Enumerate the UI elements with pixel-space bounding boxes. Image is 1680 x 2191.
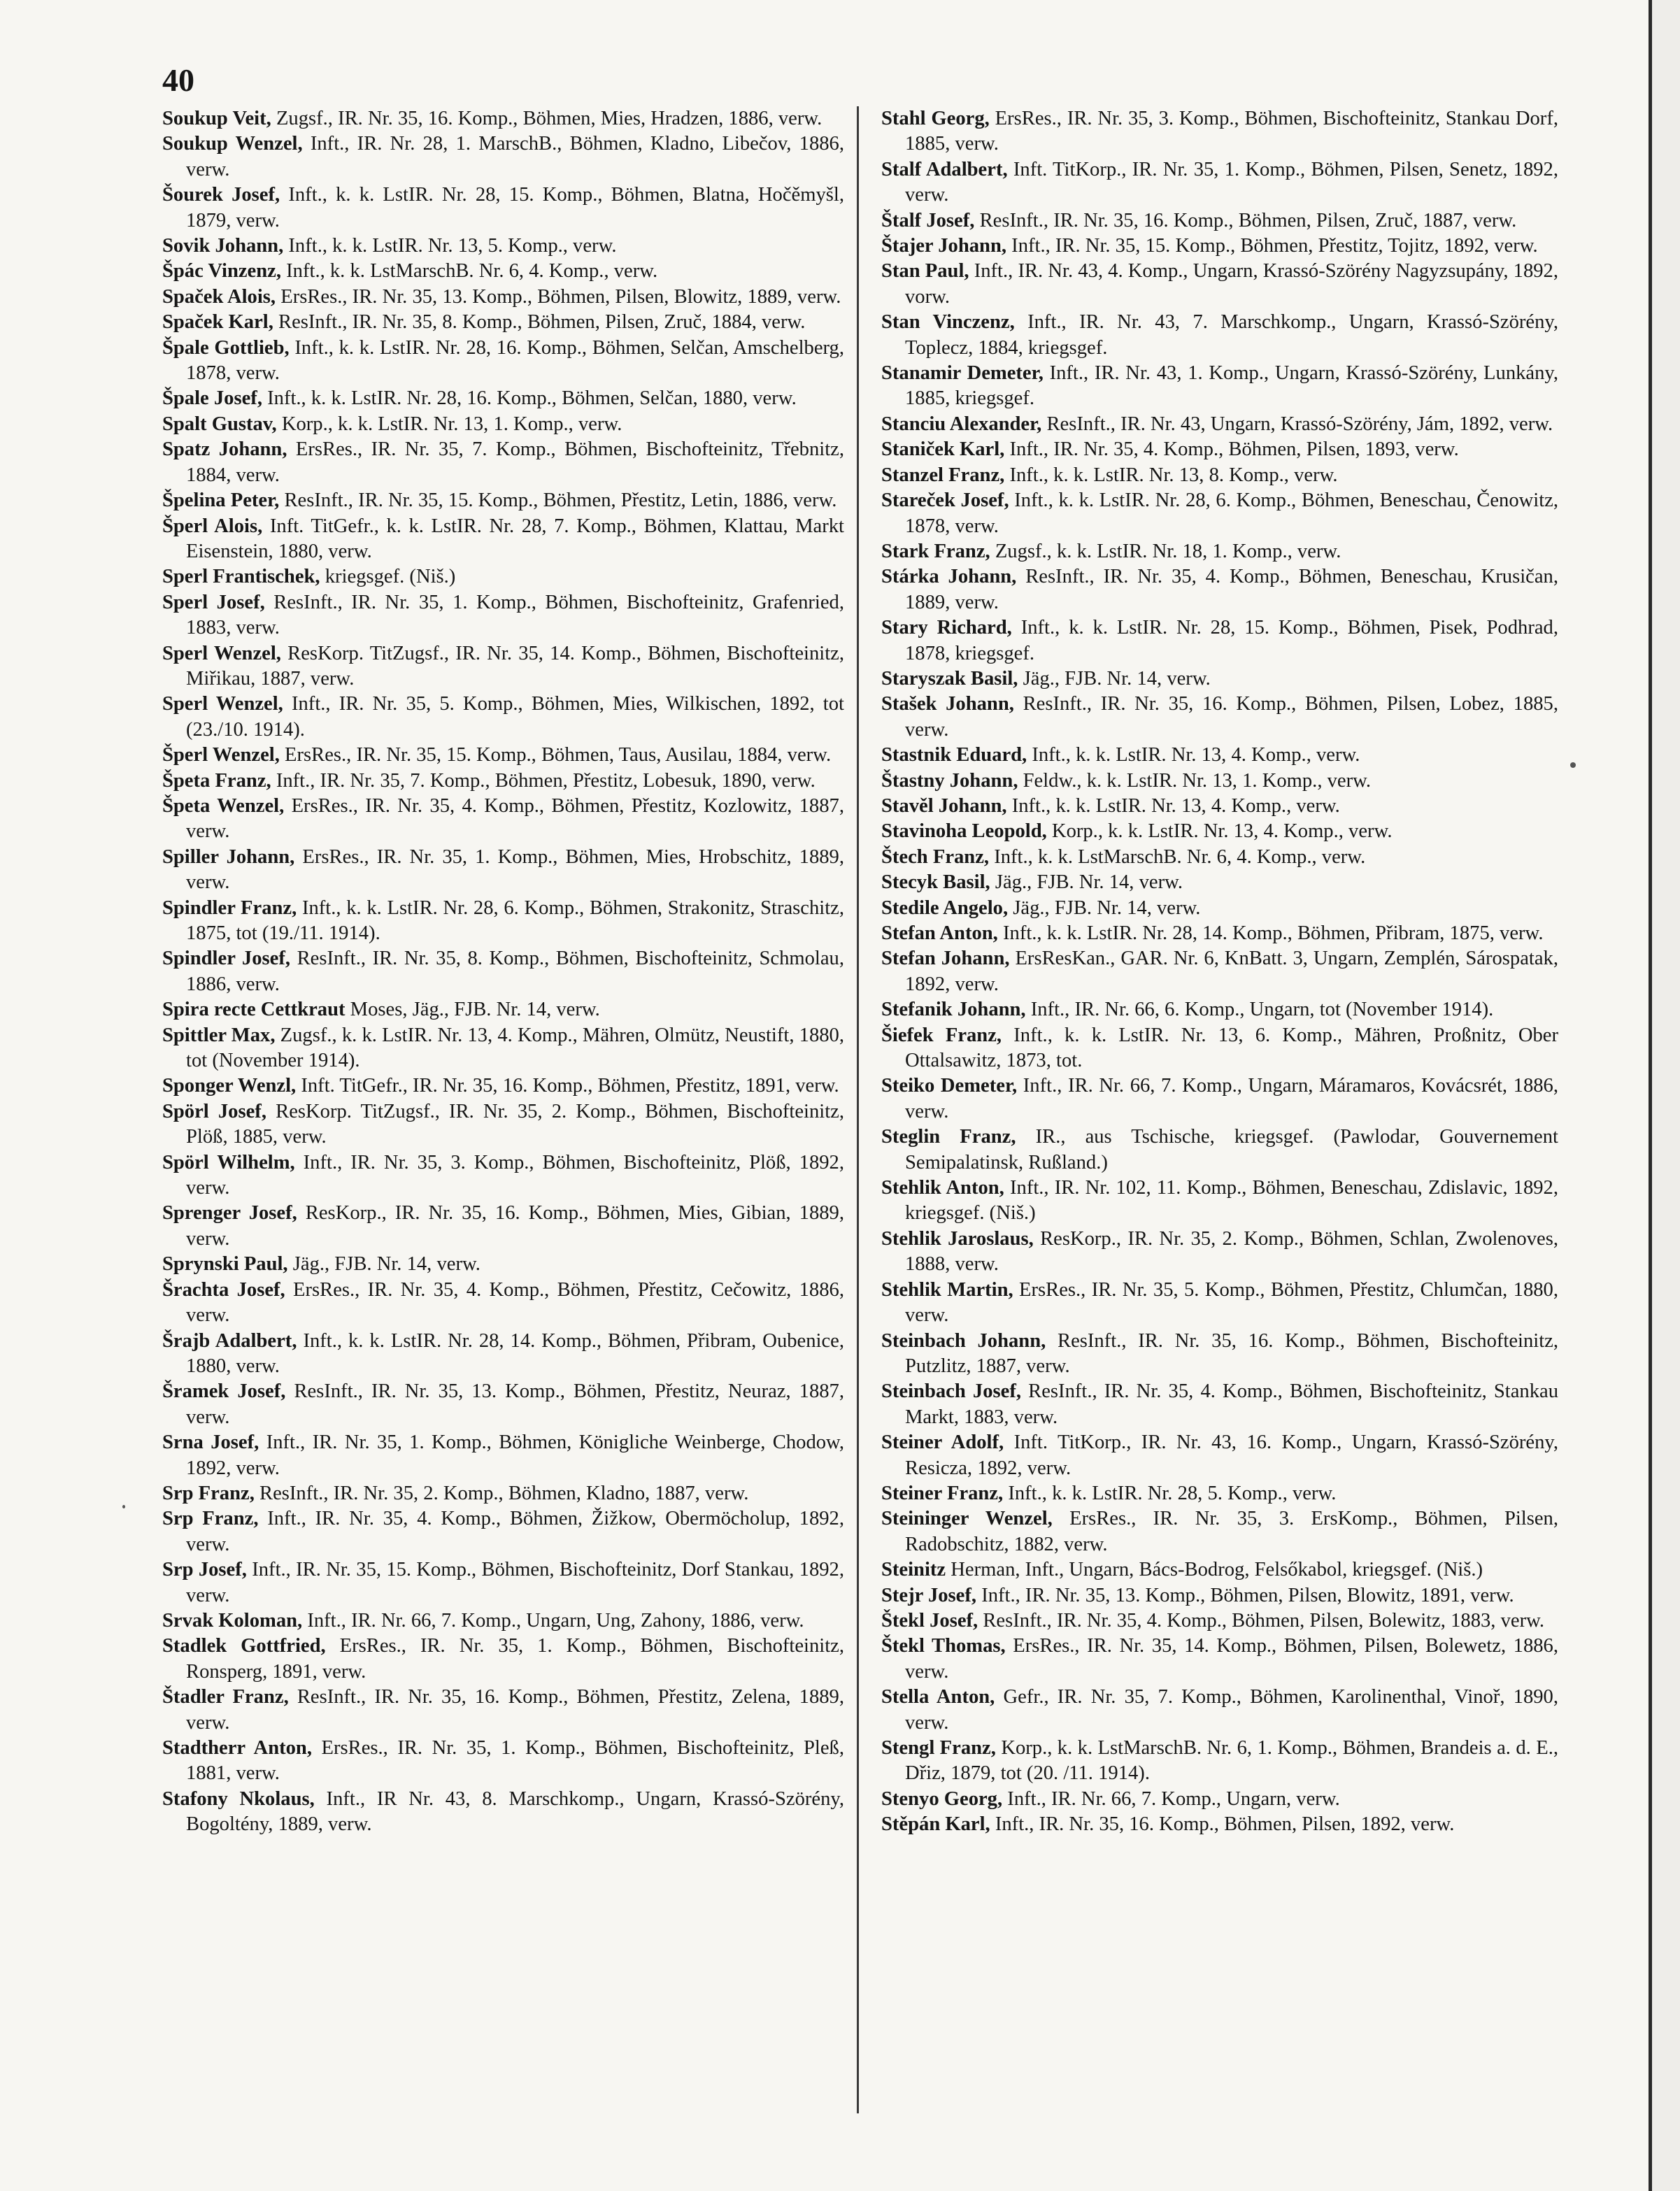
entry-name: Steglin Franz, [881,1126,1016,1148]
entry-details: Inft., k. k. LstIR. Nr. 13, 4. Komp., verw. [1011,794,1340,817]
entry-details: ErsRes., IR. Nr. 35, 1. Komp., Böhmen, Bischofteinitz, Ronsperg, 1891, verw. [186,1635,844,1683]
list-item [881,208,1558,234]
entry-details: ResInft., IR. Nr. 35, 4. Komp., Böhmen, Bischofteinitz, Stankau Markt, 1883, verw. [905,1380,1558,1428]
list-item [881,1634,1558,1685]
entry-details: Korp., k. k. LstIR. Nr. 13, 4. Komp., verw. [1051,820,1393,843]
entry-details: ResInft., IR. Nr. 35, 16. Komp., Böhmen, Pilsen, Zruč, 1887, verw. [979,209,1517,231]
entry-name: Štekl Josef, [881,1609,978,1632]
list-item [881,564,1558,615]
entry-name: Sponger Wenzl, [162,1075,297,1097]
entry-details: ErsRes., IR. Nr. 35, 4. Komp., Böhmen, Přestitz, Kozlowitz, 1887, verw. [186,794,844,843]
entry-name: Steininger Wenzel, [881,1508,1053,1530]
entry-details: Jäg., FJB. Nr. 14, verw. [1013,897,1201,919]
entry-details: ErsRes., IR. Nr. 35, 5. Komp., Böhmen, Přestitz, Chlumčan, 1880, verw. [905,1278,1558,1327]
list-item [881,615,1558,666]
entry-details: Inft., IR. Nr. 35, 15. Komp., Böhmen, Bischofteinitz, Dorf Stankau, 1892, verw. [186,1559,844,1606]
list-item [881,946,1558,997]
entry-name: Stastnik Eduard, [881,744,1027,766]
entry-name: Stella Anton, [881,1686,995,1708]
entry-details: ResInft., IR. Nr. 35, 16. Komp., Böhmen, Přestitz, Zelena, 1889, verw. [186,1686,844,1734]
entry-details: Jäg., FJB. Nr. 14, verw. [1023,667,1211,690]
entry-name: Spaček Karl, [162,311,273,334]
entry-name: Špale Gottlieb, [162,336,290,359]
list-item [162,386,844,411]
list-item [162,310,844,335]
entry-details: Inft., k. k. LstIR. Nr. 13, 6. Komp., Mähren, Proßnitz, Ober Ottalsawitz, 1873, tot. [905,1024,1558,1072]
entry-details: Inft., IR. Nr. 35, 4. Komp., Böhmen, Žižkow, Obermöcholup, 1892, verw. [186,1508,844,1555]
entry-details: ResKorp., IR. Nr. 35, 16. Komp., Böhmen, Mies, Gibian, 1889, verw. [186,1202,845,1250]
entry-name: Steinbach Johann, [881,1329,1046,1352]
entry-name: Stadlek Gottfried, [162,1635,326,1657]
list-item [881,921,1558,946]
list-item [881,1557,1558,1583]
entry-details: Inft. TitKorp., IR. Nr. 35, 1. Komp., Böhmen, Pilsen, Senetz, 1892, verw. [905,158,1558,206]
list-item [162,1608,844,1634]
entry-details: ErsRes., IR. Nr. 35, 3. ErsKomp., Böhmen, Pilsen, Radobschitz, 1882, verw. [905,1508,1558,1555]
left-column [162,106,844,1838]
list-item [162,1073,844,1099]
entry-name: Steinbach Josef, [881,1380,1021,1403]
list-item [162,285,844,310]
entry-name: Stejr Josef, [881,1584,977,1606]
list-item [162,183,844,234]
entry-name: Stárka Johann, [881,566,1017,588]
list-item [881,412,1558,437]
list-item [881,743,1558,768]
entry-name: Špeta Wenzel, [162,794,285,817]
list-item [881,997,1558,1022]
entry-details: ResInft., IR. Nr. 35, 1. Komp., Böhmen, Bischofteinitz, Grafenried, 1883, verw. [186,591,844,639]
entry-details: Inft., k. k. LstIR. Nr. 28, 15. Komp., Böhmen, Pisek, Podhrad, 1878, kriegsgef. [905,617,1558,664]
entry-name: Stefan Johann, [881,948,1010,970]
entry-name: Špale Josef, [162,387,262,410]
entry-name: Štajer Johann, [881,235,1007,257]
entry-name: Srp Josef, [162,1559,247,1581]
list-item [162,488,844,513]
entry-details: ErsRes., IR. Nr. 35, 13. Komp., Böhmen, Pilsen, Blowitz, 1889, verw. [280,285,841,308]
entry-details: ErsResKan., GAR. Nr. 6, KnBatt. 3, Ungarn, Zemplén, Sárospatak, 1892, verw. [905,948,1558,995]
entry-name: Stehlik Anton, [881,1177,1004,1199]
entry-details: Inft., IR. Nr. 66, 7. Komp., Ungarn, Ung, Zahony, 1886, verw. [307,1609,804,1632]
entry-name: Stanzel Franz, [881,464,1005,486]
list-item [881,870,1558,895]
entry-name: Stedile Angelo, [881,897,1009,919]
entry-name: Steiner Franz, [881,1482,1004,1504]
list-item [162,336,844,387]
list-item [881,157,1558,208]
list-item [881,1812,1558,1837]
entry-name: Šramek Josef, [162,1380,286,1403]
entry-details: ResInft., IR. Nr. 35, 2. Komp., Böhmen, Kladno, 1887, verw. [259,1482,749,1504]
entry-name: Spatz Johann, [162,438,287,461]
list-item [881,259,1558,310]
page-number: 40 [162,62,194,98]
entry-details: ResKorp. TitZugsf., IR. Nr. 35, 14. Komp., Böhmen, Bischofteinitz, Miřikau, 1887, verw. [186,642,844,690]
entry-name: Sperl Wenzel, [162,642,281,664]
entry-details: Inft., k. k. LstMarschB. Nr. 6, 4. Komp., verw. [286,260,658,283]
entry-details: ErsRes., IR. Nr. 35, 1. Komp., Böhmen, Bischofteinitz, Pleß, 1881, verw. [186,1737,844,1785]
list-item [162,1150,844,1201]
entry-details: Inft. TitGefr., IR. Nr. 35, 16. Komp., Böhmen, Přestitz, 1891, verw. [301,1075,839,1097]
entry-details: Inft., k. k. LstIR. Nr. 28, 16. Komp., Böhmen, Selčan, Amschelberg, 1878, verw. [186,336,844,385]
list-item [162,641,844,692]
entry-name: Soukup Veit, [162,108,271,129]
list-item [162,1506,844,1557]
list-item [162,845,844,896]
list-item [881,1583,1558,1608]
entry-details: Zugsf., k. k. LstIR. Nr. 18, 1. Komp., verw. [995,540,1341,562]
list-item [881,794,1558,819]
entry-name: Sovik Johann, [162,235,284,257]
entry-details: Inft., IR. Nr. 35, 13. Komp., Böhmen, Pilsen, Blowitz, 1891, verw. [981,1584,1514,1606]
entry-details: Korp., k. k. LstIR. Nr. 13, 1. Komp., verw. [281,413,622,435]
list-item [162,1379,844,1430]
list-item [881,361,1558,412]
entry-name: Srp Franz, [162,1482,255,1504]
entry-name: Spindler Franz, [162,897,297,919]
list-item [881,1736,1558,1787]
list-item [881,819,1558,844]
entry-name: Šourek Josef, [162,184,280,206]
list-item [881,1481,1558,1506]
entry-name: Staryszak Basil, [881,667,1018,690]
entry-details: ResInft., IR. Nr. 35, 8. Komp., Böhmen, Bischofteinitz, Schmolau, 1886, verw. [186,948,844,995]
entry-details: ErsRes., IR. Nr. 35, 1. Komp., Böhmen, Mies, Hrobschitz, 1889, verw. [186,845,844,894]
list-item [162,1634,844,1685]
entry-details: ErsRes., IR. Nr. 35, 7. Komp., Böhmen, Bischofteinitz, Třebnitz, 1884, verw. [186,438,845,486]
entry-details: Inft., k. k. LstIR. Nr. 28, 6. Komp., Böhmen, Beneschau, Čenowitz, 1878, verw. [905,490,1558,537]
list-item [881,1176,1558,1227]
list-item [162,1557,844,1608]
list-item [162,590,844,641]
list-item [162,1278,844,1329]
list-item [162,1787,844,1838]
entry-name: Stavěl Johann, [881,794,1007,817]
entry-details: ResInft., IR. Nr. 43, Ungarn, Krassó-Szörény, Jám, 1892, verw. [1046,413,1553,435]
entry-name: Spindler Josef, [162,948,290,970]
list-item [881,539,1558,564]
entry-details: ResInft., IR. Nr. 35, 16. Komp., Böhmen, Pilsen, Lobez, 1885, verw. [905,693,1558,741]
list-item [881,488,1558,539]
entry-name: Stanamir Demeter, [881,362,1044,385]
entry-details: ErsRes., IR. Nr. 35, 14. Komp., Böhmen, Pilsen, Bolewetz, 1886, verw. [905,1635,1559,1683]
list-item [162,794,844,845]
entry-name: Srna Josef, [162,1432,259,1454]
entry-name: Soukup Wenzel, [162,133,303,155]
entry-name: Staniček Karl, [881,438,1005,461]
entry-details: Inft., IR. Nr. 35, 3. Komp., Böhmen, Bischofteinitz, Plöß, 1892, verw. [186,1151,844,1199]
entry-name: Spiller Johann, [162,845,295,868]
entry-name: Špelina Peter, [162,490,280,512]
entry-details: Korp., k. k. LstMarschB. Nr. 6, 1. Komp., Böhmen, Brandeis a. d. E., Dřiz, 1879, tot (20. /11. 1914). [905,1737,1558,1785]
list-item [881,310,1558,361]
list-item [162,131,844,183]
entry-name: Stanciu Alexander, [881,413,1042,435]
entry-details: Inft., k. k. LstIR. Nr. 28, 14. Komp., Böhmen, Přibram, Oubenice, 1880, verw. [186,1329,844,1377]
entry-name: Spittler Max, [162,1024,276,1046]
entry-name: Stašek Johann, [881,693,1014,715]
list-item [881,1278,1558,1329]
list-item [162,1201,844,1252]
list-item [881,692,1558,743]
entry-name: Stadtherr Anton, [162,1737,312,1759]
entry-details: Gefr., IR. Nr. 35, 7. Komp., Böhmen, Karolinenthal, Vinoř, 1890, verw. [905,1686,1558,1734]
list-item [162,769,844,794]
right-column [881,106,1558,1838]
entry-details: Moses, Jäg., FJB. Nr. 14, verw. [350,999,600,1021]
entry-name: Spalt Gustav, [162,413,277,435]
entry-name: Sperl Josef, [162,591,265,613]
list-item [162,412,844,437]
entry-details: Inft., k. k. LstIR. Nr. 28, 16. Komp., Böhmen, Selčan, 1880, verw. [267,387,797,410]
list-item [162,896,844,947]
page-edge-line [1649,0,1652,2191]
entry-name: Štekl Thomas, [881,1635,1006,1657]
entry-name: Štech Franz, [881,845,990,868]
list-item [162,1685,844,1736]
entry-details: Jäg., FJB. Nr. 14, verw. [292,1253,480,1276]
list-item [162,1099,844,1150]
entry-name: Spörl Wilhelm, [162,1151,295,1173]
entry-name: Steinitz [881,1559,946,1581]
entry-details: Inft. TitGefr., k. k. LstIR. Nr. 28, 7. Komp., Böhmen, Klattau, Markt Eisenstein, 1880, verw. [186,515,844,562]
entry-details: Inft., k. k. LstIR. Nr. 28, 5. Komp., verw. [1008,1482,1337,1504]
entry-name: Spaček Alois, [162,285,276,308]
entry-details: Inft., IR. Nr. 35, 7. Komp., Böhmen, Přestitz, Lobesuk, 1890, verw. [276,769,816,792]
entry-name: Stan Vinczenz, [881,311,1015,334]
entry-details: Inft., k. k. LstIR. Nr. 13, 4. Komp., verw. [1032,744,1360,766]
entry-details: Herman, Inft., Ungarn, Bács-Bodrog, Felsőkabol, kriegsgef. (Niš.) [951,1559,1483,1581]
entry-details: Inft., IR. Nr. 43, 4. Komp., Ungarn, Krassó-Szörény Nagyzsupány, 1892, vorw. [905,260,1558,308]
entry-name: Stefan Anton, [881,922,998,944]
entry-details: ResInft., IR. Nr. 35, 4. Komp., Böhmen, Beneschau, Krusičan, 1889, verw. [905,566,1558,613]
entry-name: Stehlik Jaroslaus, [881,1227,1034,1250]
entry-name: Stengl Franz, [881,1737,996,1759]
entry-details: Inft., IR. Nr. 43, 1. Komp., Ungarn, Krassó-Szörény, Lunkány, 1885, kriegsgef. [905,362,1558,410]
column-divider [857,106,859,2113]
entry-name: Šiefek Franz, [881,1024,1002,1046]
entry-details: Inft., k. k. LstIR. Nr. 13, 5. Komp., verw. [288,235,617,257]
list-item [162,1481,844,1506]
entry-name: Špeta Franz, [162,769,271,792]
entry-details: Feldw., k. k. LstIR. Nr. 13, 1. Komp., verw. [1023,769,1372,792]
entry-details: ResInft., IR. Nr. 35, 4. Komp., Böhmen, Pilsen, Bolewitz, 1883, verw. [983,1609,1545,1632]
entry-name: Srvak Koloman, [162,1609,303,1632]
list-item [162,564,844,590]
entry-name: Štalf Josef, [881,209,975,231]
entry-name: Sperl Wenzel, [162,693,283,715]
entry-name: Štadler Franz, [162,1686,289,1708]
entry-name: Štastny Johann, [881,769,1018,792]
list-item [881,1379,1558,1430]
entry-name: Šrachta Josef, [162,1278,285,1301]
list-item [881,1023,1558,1074]
list-item [881,437,1558,462]
entry-details: ResKorp., IR. Nr. 35, 2. Komp., Böhmen, Schlan, Zwolenoves, 1888, verw. [905,1227,1558,1276]
entry-details: Inft., IR. Nr. 102, 11. Komp., Böhmen, Beneschau, Zdislavic, 1892, kriegsgef. (Niš.) [905,1177,1558,1225]
list-item [881,1506,1558,1557]
entry-details: Inft., k. k. LstIR. Nr. 28, 15. Komp., Böhmen, Blatna, Hočěmyšl, 1879, verw. [186,184,844,231]
entry-details: Inft., k. k. LstIR. Nr. 13, 8. Komp., verw. [1009,464,1338,486]
entry-name: Srp Franz, [162,1508,259,1530]
entry-name: Sperl Frantischek, [162,566,320,588]
entry-name: Spörl Josef, [162,1100,266,1122]
ink-speck [122,1505,125,1508]
entry-details: Jäg., FJB. Nr. 14, verw. [995,871,1183,894]
entry-name: Šrajb Adalbert, [162,1329,297,1352]
list-item [881,1608,1558,1634]
list-item [162,1430,844,1481]
entry-name: Stalf Adalbert, [881,158,1008,180]
entry-details: Inft., IR. Nr. 28, 1. MarschB., Böhmen, Kladno, Libečov, 1886, verw. [186,133,845,180]
entry-name: Stareček Josef, [881,490,1009,512]
list-item [881,463,1558,488]
entry-details: Inft., IR. Nr. 66, 7. Komp., Ungarn, verw. [1007,1787,1340,1810]
entry-details: Inft., IR Nr. 43, 8. Marschkomp., Ungarn, Krassó-Szörény, Bogoltény, 1889, verw. [186,1787,844,1836]
entry-name: Stěpán Karl, [881,1813,990,1836]
list-item [162,514,844,565]
list-item [162,1329,844,1380]
entry-name: Stark Franz, [881,540,990,562]
entry-details: ErsRes., IR. Nr. 35, 15. Komp., Böhmen, Taus, Ausilau, 1884, verw. [285,744,832,766]
page-edge-shadow [1652,0,1680,2191]
entry-details: kriegsgef. (Niš.) [325,566,456,588]
entry-details: Inft., IR. Nr. 35, 4. Komp., Böhmen, Pilsen, 1893, verw. [1009,438,1459,461]
entry-name: Stefanik Johann, [881,999,1026,1021]
entry-name: Stafony Nkolaus, [162,1787,315,1810]
list-item [881,1125,1558,1176]
entry-name: Špác Vinzenz, [162,260,281,283]
entry-name: Stavinoha Leopold, [881,820,1047,843]
entry-details: Zugsf., k. k. LstIR. Nr. 13, 4. Komp., Mähren, Olmütz, Neustift, 1880, tot (November 1914). [186,1024,844,1072]
entry-name: Stehlik Martin, [881,1278,1013,1301]
list-item [162,1023,844,1074]
entry-details: Inft., k. k. LstIR. Nr. 28, 14. Komp., Böhmen, Přibram, 1875, verw. [1003,922,1544,944]
entry-details: Inft., IR. Nr. 35, 15. Komp., Böhmen, Přestitz, Tojitz, 1892, verw. [1011,235,1538,257]
entry-details: Inft., IR. Nr. 43, 7. Marschkomp., Ungarn, Krassó-Szörény, Toplecz, 1884, kriegsgef. [905,311,1558,359]
list-item [881,1329,1558,1380]
list-item [881,845,1558,870]
entry-details: Inft., IR. Nr. 35, 1. Komp., Böhmen, Königliche Weinberge, Chodow, 1892, verw. [186,1432,844,1479]
entry-name: Stecyk Basil, [881,871,990,894]
entry-name: Stahl Georg, [881,108,990,129]
entry-name: Sprenger Josef, [162,1202,297,1225]
list-item [881,1073,1558,1125]
ink-speck [1570,762,1576,768]
list-item [881,1787,1558,1812]
list-item [162,234,844,259]
entry-details: ErsRes., IR. Nr. 35, 4. Komp., Böhmen, Přestitz, Cečowitz, 1886, verw. [186,1278,844,1327]
entry-details: Inft., IR. Nr. 66, 7. Komp., Ungarn, Máramaros, Kovácsrét, 1886, verw. [905,1075,1558,1122]
entry-name: Steiko Demeter, [881,1075,1018,1097]
list-item [162,997,844,1022]
entry-details: Inft., k. k. LstIR. Nr. 28, 6. Komp., Böhmen, Strakonitz, Straschitz, 1875, tot (19./11. 1914). [186,897,844,944]
list-item [162,692,844,743]
entry-details: ErsRes., IR. Nr. 35, 3. Komp., Böhmen, Bischofteinitz, Stankau Dorf, 1885, verw. [905,108,1558,155]
entry-name: Spira recte Cettkraut [162,999,346,1021]
entry-details: Inft., IR. Nr. 35, 16. Komp., Böhmen, Pilsen, 1892, verw. [995,1813,1455,1836]
entry-name: Stary Richard, [881,617,1012,639]
list-item [162,743,844,768]
list-item [162,946,844,997]
list-item [881,1227,1558,1278]
entry-details: ResInft., IR. Nr. 35, 16. Komp., Böhmen, Bischofteinitz, Putzlitz, 1887, verw. [905,1329,1558,1377]
entry-details: IR., aus Tschische, kriegsgef. (Pawlodar, Gouvernement Semipalatinsk, Rußland.) [905,1126,1558,1173]
entry-name: Steiner Adolf, [881,1432,1004,1454]
entry-details: ResInft., IR. Nr. 35, 15. Komp., Böhmen, Přestitz, Letin, 1886, verw. [284,490,837,512]
list-item [881,1685,1558,1736]
entry-details: Inft. TitKorp., IR. Nr. 43, 16. Komp., Ungarn, Krassó-Szörény, Resicza, 1892, verw. [905,1432,1558,1479]
list-item [162,259,844,284]
list-item [162,106,844,131]
list-item [881,769,1558,794]
entry-name: Stenyo Georg, [881,1787,1003,1810]
list-item [162,1736,844,1787]
entry-name: Šperl Wenzel, [162,744,280,766]
entry-name: Stan Paul, [881,260,969,283]
list-item [881,1430,1558,1481]
entry-details: ResInft., IR. Nr. 35, 8. Komp., Böhmen, Pilsen, Zruč, 1884, verw. [278,311,806,334]
list-item [162,437,844,488]
entry-details: ResKorp. TitZugsf., IR. Nr. 35, 2. Komp., Böhmen, Bischofteinitz, Plöß, 1885, verw. [186,1100,844,1148]
entry-name: Šperl Alois, [162,515,263,537]
entry-details: Inft., k. k. LstMarschB. Nr. 6, 4. Komp., verw. [994,845,1366,868]
list-item [881,106,1558,157]
entry-details: Inft., IR. Nr. 35, 5. Komp., Böhmen, Mies, Wilkischen, 1892, tot (23./10. 1914). [186,693,844,741]
entry-details: Zugsf., IR. Nr. 35, 16. Komp., Böhmen, Mies, Hradzen, 1886, verw. [276,108,823,129]
list-item [881,896,1558,921]
list-item [881,234,1558,259]
entry-details: ResInft., IR. Nr. 35, 13. Komp., Böhmen, Přestitz, Neuraz, 1887, verw. [186,1380,844,1428]
list-item [881,666,1558,692]
entry-name: Sprynski Paul, [162,1253,288,1276]
entry-details: Inft., IR. Nr. 66, 6. Komp., Ungarn, tot (November 1914). [1030,999,1494,1021]
list-item [162,1252,844,1277]
